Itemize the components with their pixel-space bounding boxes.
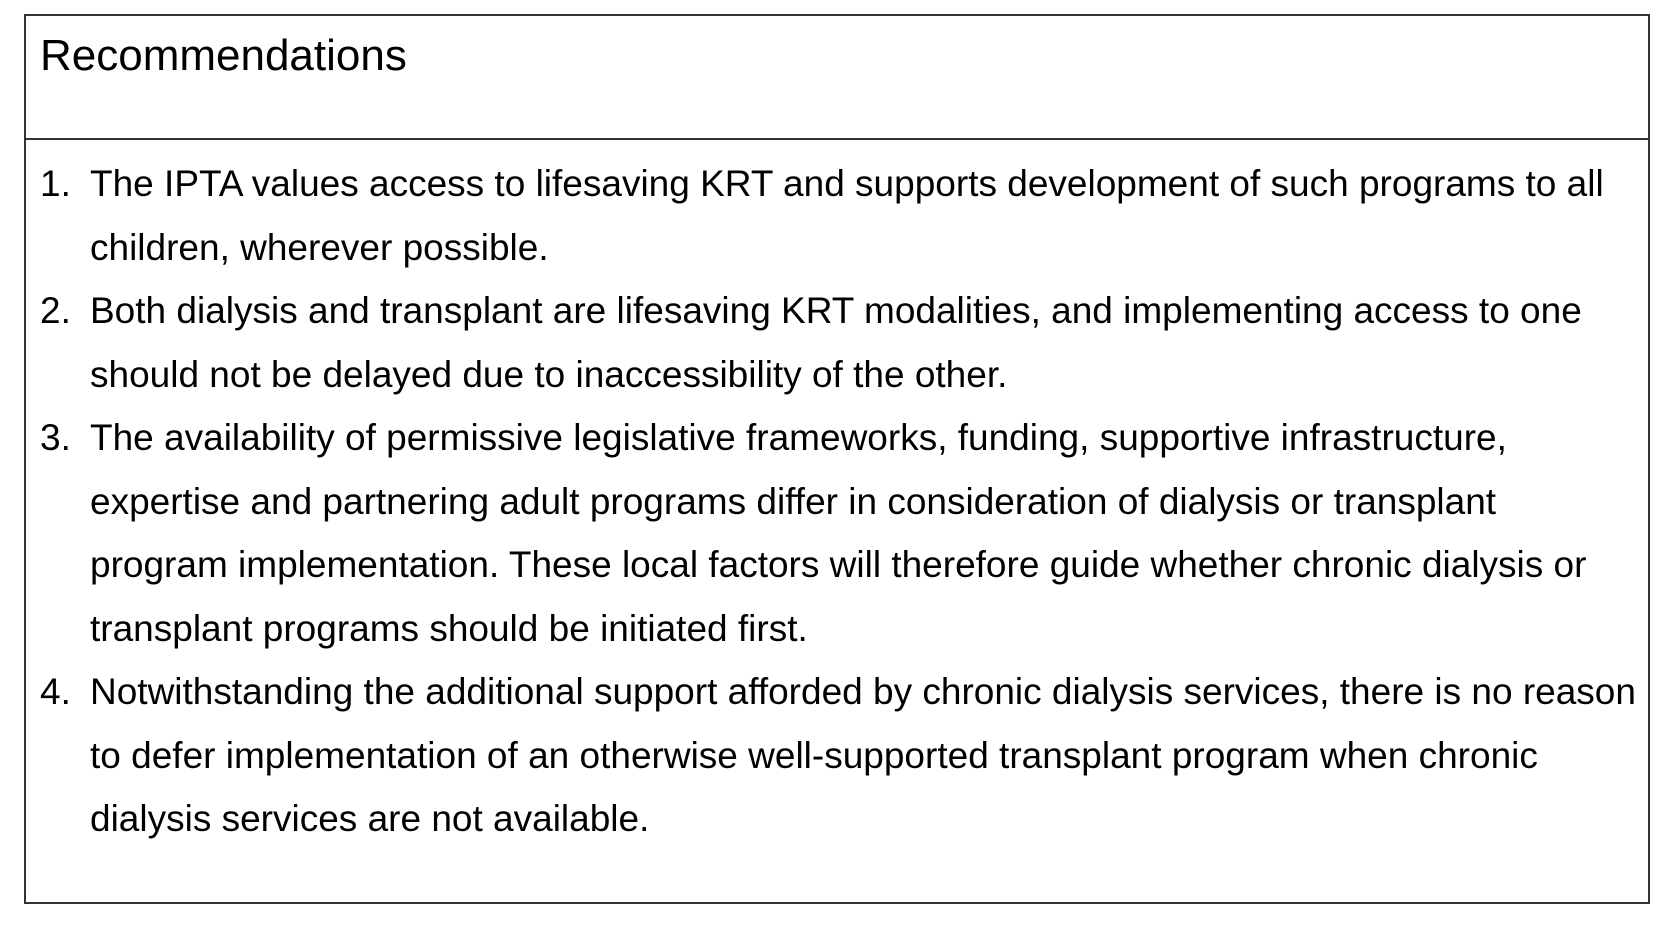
recommendation-item-3 — [40, 406, 1648, 660]
recommendation-text: The availability of permissive legislative frameworks, funding, supportive infrastructure, expertise and partnering adult programs differ in consideration of dialysis or transplant program implementation. These local factors will therefore guide whether chronic dialysis or transplant programs should be initiated first. — [90, 417, 1587, 649]
recommendation-number: 3. — [40, 417, 71, 458]
recommendations-box — [24, 14, 1650, 904]
recommendations-header — [26, 16, 1648, 140]
recommendation-number: 2. — [40, 290, 71, 331]
recommendation-text: Both dialysis and transplant are lifesaving KRT modalities, and implementing access to one should not be delayed due to inaccessibility of the other. — [90, 290, 1582, 395]
recommendation-number: 1. — [40, 163, 71, 204]
recommendation-number: 4. — [40, 671, 71, 712]
recommendations-list — [26, 140, 1648, 851]
recommendation-item-2 — [40, 279, 1648, 406]
recommendation-text: The IPTA values access to lifesaving KRT and supports development of such programs to all children, wherever possible. — [90, 163, 1604, 268]
recommendation-item-4 — [40, 660, 1648, 851]
recommendation-item-1 — [40, 152, 1648, 279]
recommendation-text: Notwithstanding the additional support afforded by chronic dialysis services, there is no reason to defer implementation of an otherwise well-supported transplant program when chronic dialysis services are not available. — [90, 671, 1636, 839]
recommendations-title: Recommendations — [40, 31, 407, 80]
